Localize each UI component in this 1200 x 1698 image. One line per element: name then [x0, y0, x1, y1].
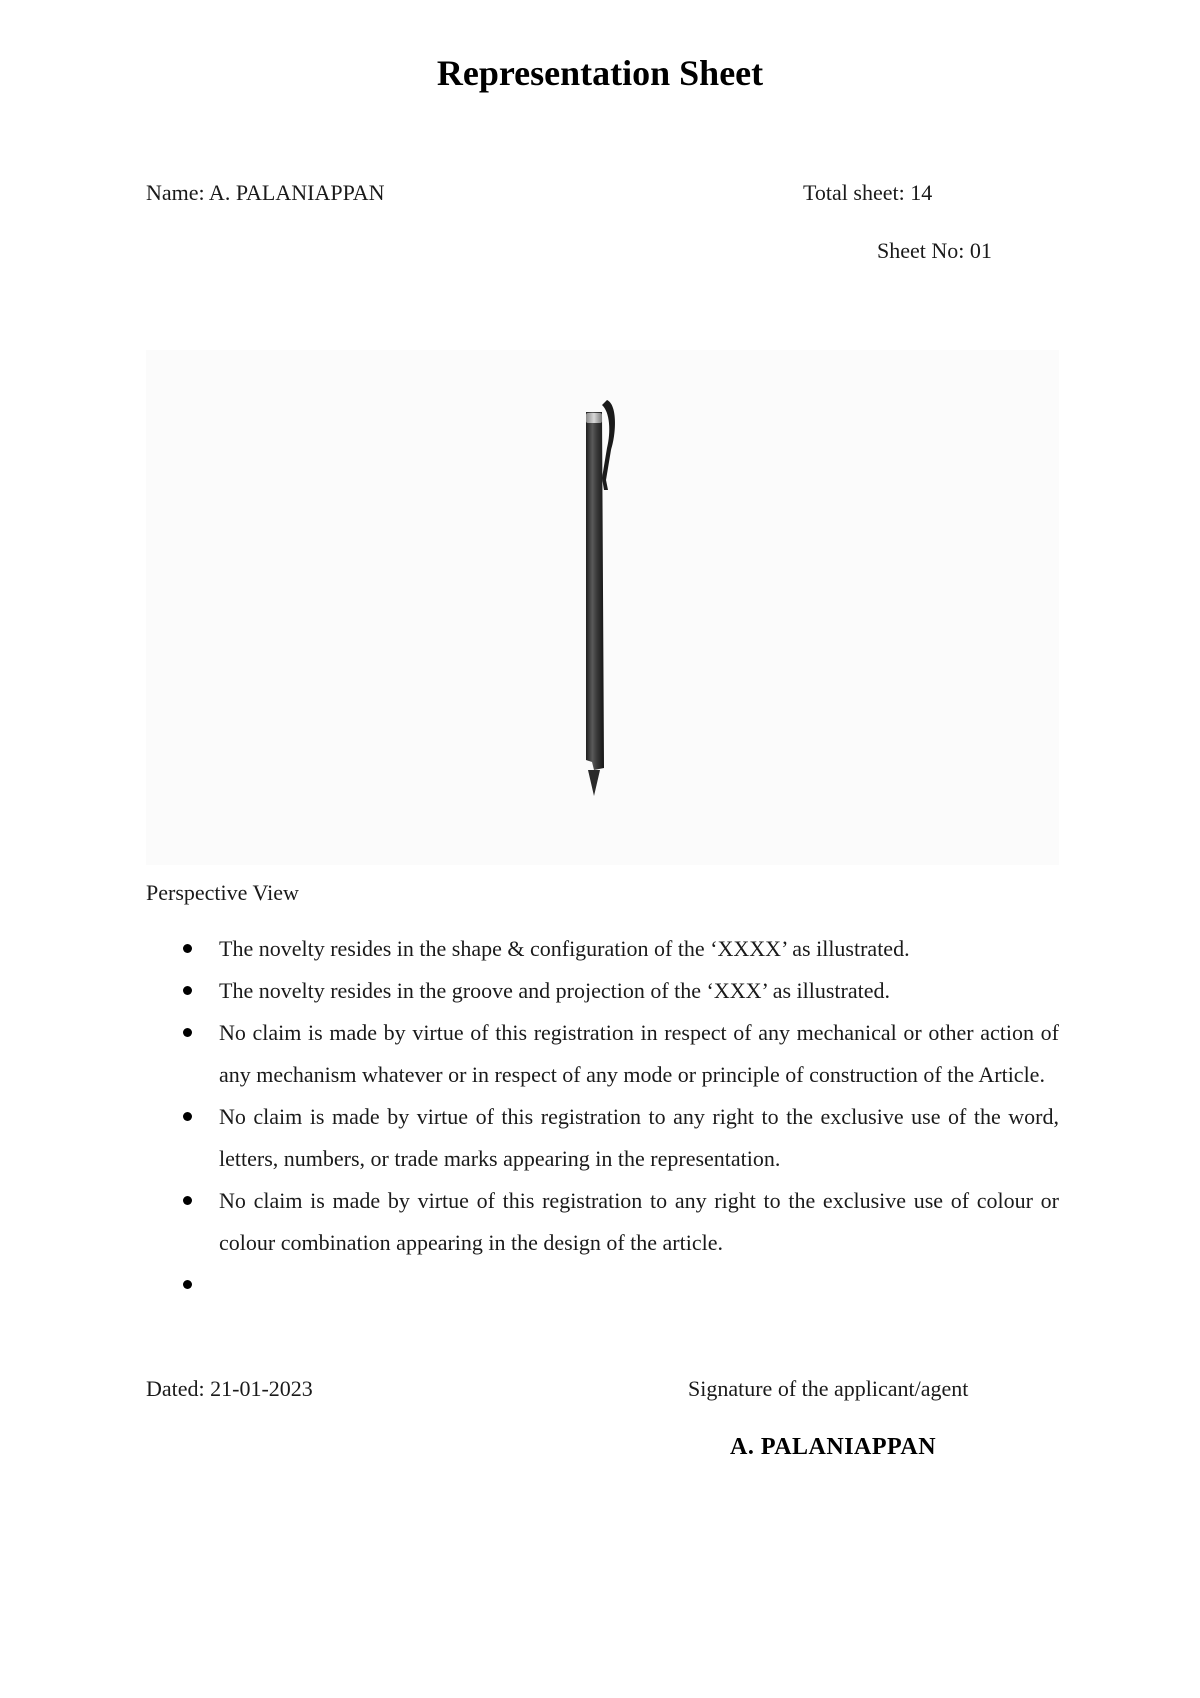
pen-top-cap: [586, 413, 602, 423]
bullet-icon: [183, 1280, 192, 1289]
bullet-icon: [183, 1112, 192, 1121]
figure-caption: Perspective View: [146, 880, 299, 905]
pen-barrel: [586, 412, 604, 770]
bullet-icon: [183, 1028, 192, 1037]
sheet-number: Sheet No: 01: [877, 238, 992, 263]
signature-label: Signature of the applicant/agent: [688, 1376, 969, 1401]
page-title: Representation Sheet: [436, 53, 764, 93]
total-sheet: Total sheet: 14: [803, 180, 933, 205]
signature-name: A. PALANIAPPAN: [730, 1434, 937, 1460]
pen-clip: [602, 400, 615, 490]
bullet-icon: [183, 944, 192, 953]
bullet-icon: [183, 986, 192, 995]
pen-illustration: [146, 350, 1059, 865]
date-line: Dated: 21-01-2023: [146, 1376, 313, 1401]
claims-list: [146, 928, 1059, 1306]
list-item: No claim is made by virtue of this registration to any right to the exclusive use of colour or colour combination appearing in the design of the article.: [146, 1180, 1059, 1264]
applicant-name: Name: A. PALANIAPPAN: [146, 180, 385, 205]
design-figure: [146, 350, 1059, 865]
list-item: No claim is made by virtue of this registration to any right to the exclusive use of the word, letters, numbers, or trade marks appearing in the representation.: [146, 1096, 1059, 1180]
list-item: No claim is made by virtue of this registration in respect of any mechanical or other action of any mechanism whatever or in respect of any mode or principle of construction of the Article.: [146, 1012, 1059, 1096]
list-item: The novelty resides in the groove and projection of the ‘XXX’ as illustrated.: [146, 970, 1059, 1012]
bullet-icon: [183, 1196, 192, 1205]
pen-tip: [588, 770, 600, 796]
list-item: The novelty resides in the shape & configuration of the ‘XXXX’ as illustrated.: [146, 928, 1059, 970]
list-item-empty: [146, 1264, 1059, 1306]
